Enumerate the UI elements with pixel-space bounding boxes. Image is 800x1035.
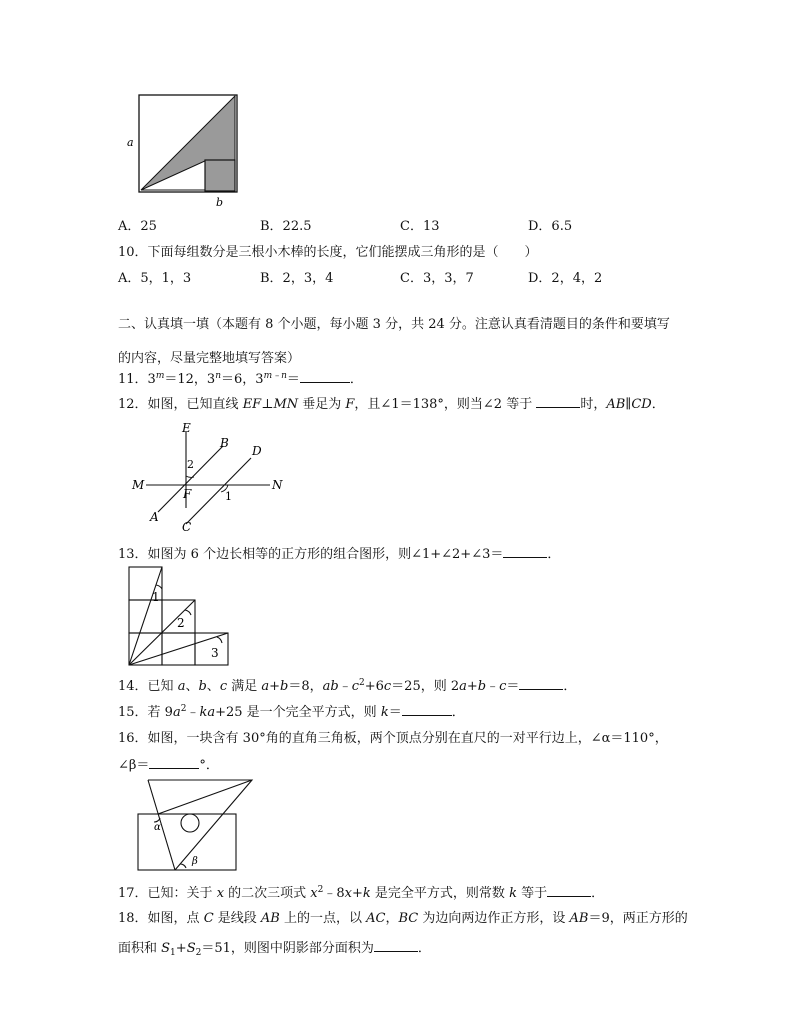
- q9-option-b: B．22.5: [260, 219, 312, 234]
- label-f: F: [183, 487, 192, 501]
- q18-line1: 18．如图，点 C 是线段 AB 上的一点，以 AC，BC 为边向两边作正方形，设 AB＝9，两正方形的: [118, 911, 688, 926]
- q16-answer-blank[interactable]: [149, 756, 199, 769]
- alpha-label: α: [154, 822, 161, 833]
- q10-option-c: C．3，3，7: [400, 271, 474, 286]
- q9-option-a: A．25: [118, 219, 157, 234]
- q9-option-c: C．13: [400, 219, 440, 234]
- q18-answer-blank[interactable]: [374, 939, 418, 952]
- q16-line2: ∠β＝ °．: [118, 758, 219, 773]
- label-2: 2: [187, 458, 194, 471]
- small-square: [205, 160, 235, 191]
- section2-line2: 的内容，尽量完整地填写答案）: [118, 351, 301, 366]
- angle-1-label: 1: [152, 590, 160, 604]
- q10-option-b: B．2，3，4: [260, 271, 334, 286]
- q18-line2: 面积和 $S_1+S_2=51$，则图中阴影部分面积为 ．: [118, 941, 431, 958]
- q17-text: 17．已知：关于 x 的二次三项式 $x^2﹣8x+k$ 是完全平方式，则常数 k 等于 ．: [118, 885, 605, 901]
- line-ab: [158, 446, 223, 512]
- q10-text: 10．下面每组数分是三根小木棒的长度，它们能摆成三角形的是（ ）: [118, 245, 538, 260]
- label-n: N: [272, 478, 283, 492]
- q14-text: 14．已知 a、b、c 满足 a+b＝8，$ab﹣c^2+6c=25$，则 2a+b﹣c＝ ．: [118, 678, 577, 694]
- q12-answer-blank[interactable]: [536, 395, 580, 408]
- line-cd: [186, 458, 251, 524]
- q12-figure: [128, 420, 293, 535]
- q14-answer-blank[interactable]: [519, 677, 563, 690]
- q13-figure: [125, 565, 235, 667]
- q17-answer-blank[interactable]: [547, 884, 591, 897]
- angle-2-label: 2: [177, 616, 185, 630]
- triangle-hole: [181, 814, 199, 832]
- q16-figure: [130, 778, 260, 874]
- q13-answer-blank[interactable]: [503, 545, 547, 558]
- beta-label: β: [192, 856, 198, 867]
- label-b: B: [220, 436, 229, 450]
- section2-line1: 二、认真填一填（本题有 8 个小题，每小题 3 分，共 24 分。注意认真看清题目的条件和要填写: [118, 317, 670, 332]
- angle-3-label: 3: [211, 646, 219, 660]
- label-a: A: [150, 510, 159, 524]
- label-e: E: [182, 421, 191, 435]
- q10-option-a: A．5，1，3: [118, 271, 192, 286]
- label-d: D: [252, 444, 262, 458]
- ruler: [138, 814, 236, 870]
- label-a: a: [127, 136, 134, 149]
- q9-option-d: D．6.5: [528, 219, 573, 234]
- q12-text: 12．如图，已知直线 EF⊥MN 垂足为 F，且∠1＝138°，则当∠2 等于 时，AB∥CD．: [118, 397, 665, 412]
- label-m: M: [132, 478, 145, 492]
- q10-option-d: D．2，4，2: [528, 271, 603, 286]
- q15-answer-blank[interactable]: [402, 703, 452, 716]
- q11-answer-blank[interactable]: [300, 370, 350, 383]
- q13-text: 13．如图为 6 个边长相等的正方形的组合图形，则∠1+∠2+∠3＝ ．: [118, 547, 561, 562]
- q16-line1: 16．如图，一块含有 30°角的直角三角板，两个顶点分别在直尺的一对平行边上，∠α＝110°，: [118, 731, 668, 746]
- label-c: C: [182, 520, 192, 534]
- q11-text: 11．$3^m=12$，$3^n=6$，$3^{m﹣n}=$ ．: [118, 371, 363, 387]
- label-1: 1: [225, 490, 232, 503]
- label-b: b: [216, 196, 224, 209]
- q15-text: 15．若 $9a^2﹣ka+25$ 是一个完全平方式，则 k＝ ．: [118, 704, 465, 720]
- q9-figure: [125, 92, 245, 212]
